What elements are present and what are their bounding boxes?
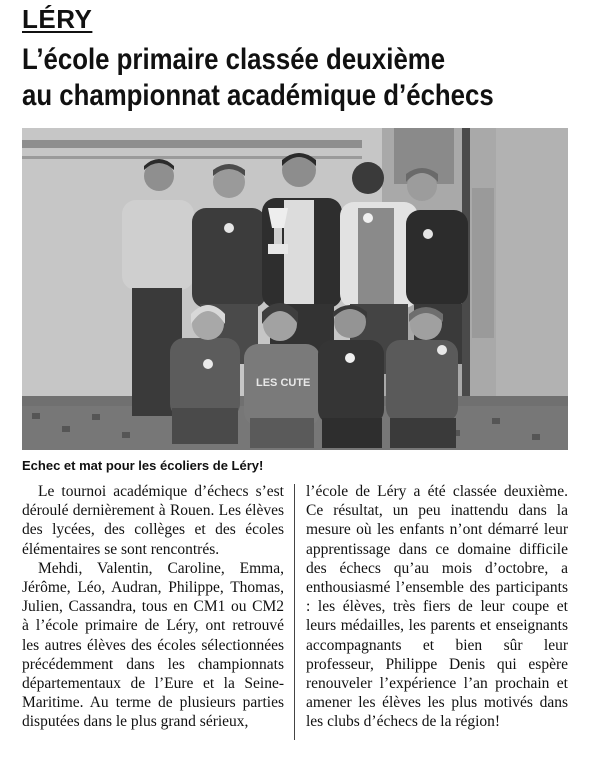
photo-caption: Echec et mat pour les écoliers de Léry! bbox=[22, 458, 264, 473]
headline bbox=[22, 42, 504, 114]
group-photo bbox=[22, 128, 568, 450]
article-column-1 bbox=[22, 482, 284, 732]
paragraph-1: Le tournoi académique d’échecs s’est déroulé dernièrement à Rouen. Les élèves des lycées, des collèges et des écoles élémentaires se sont rencontrés. bbox=[22, 483, 284, 558]
section-kicker: LÉRY bbox=[22, 4, 93, 34]
column-divider bbox=[294, 484, 295, 740]
shirt-text: LES CUTE bbox=[256, 377, 311, 389]
article-column-2 bbox=[306, 482, 568, 732]
group-photo-illustration bbox=[22, 128, 568, 450]
cut-off-text-fragment bbox=[96, 752, 236, 758]
paragraph-3: l’école de Léry a été classée deuxième. Ce résultat, un peu inattendu dans la mesure où les enfants n’ont démarré leur apprentissage dans ce domaine difficile des échecs qu’au mois d’octobre, a enthousiasmé l’ensemble des participants : les élèves, très fiers de leur coupe et leurs médailles, les parents et enseignants accompagnants et bien sûr leur professeur, Philippe Denis qui espère renouveler l’expérience l’an prochain et amener les élèves les plus motivés dans les clubs d’échecs de la région! bbox=[306, 483, 568, 731]
headline-line-2: au championnat académique d’échecs bbox=[22, 79, 494, 112]
paragraph-2: Mehdi, Valentin, Caroline, Emma, Jérôme, Léo, Audran, Philippe, Thomas, Julien, Cassandra, tous en CM1 ou CM2 à l’école primaire de Léry, ont retrouvé les autres élèves des écoles sélectionnées précédemment dans les championnats départementaux de l’Eure et la Seine-Maritime. Au terme de plusieurs parties disputées dans le plus grand sérieux, bbox=[22, 559, 284, 731]
headline-line-1: L’école primaire classée deuxième bbox=[22, 43, 446, 76]
